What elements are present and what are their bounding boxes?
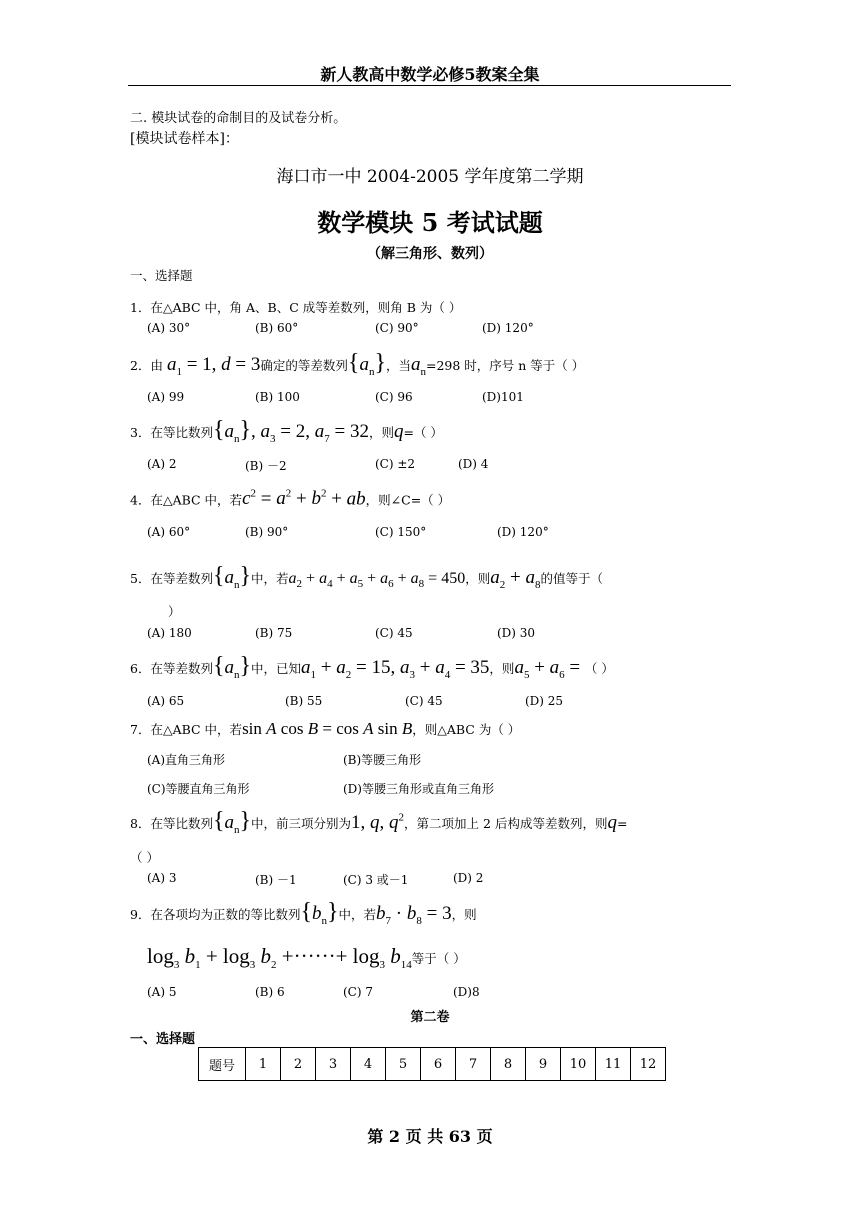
answer-table bbox=[198, 1047, 666, 1081]
option-d: (D) 30 bbox=[497, 626, 536, 640]
question-number: 1． bbox=[130, 300, 151, 315]
question-3: 3．在等比数列$\{a_n\}$, $a_3 = 2$, $a_7 = 32$，则q=（ ） bbox=[130, 417, 443, 445]
option-a: (A) 65 bbox=[147, 694, 185, 708]
option-c: (C) 45 bbox=[375, 626, 413, 640]
option-d: (D)101 bbox=[482, 390, 524, 404]
option-b: (B) 75 bbox=[255, 626, 293, 640]
option-a: (A) 99 bbox=[147, 390, 185, 404]
part2-heading: 一、选择题 bbox=[130, 1032, 196, 1047]
question-text: 在等比数列 bbox=[150, 425, 213, 440]
question-text: 在△ABC 中，若 bbox=[150, 492, 243, 508]
question-text: 在等差数列 bbox=[150, 571, 213, 586]
option-b: (B) －2 bbox=[245, 459, 287, 473]
question-4: 4．在△ABC 中，若$c^2 = a^2 + b^2$ + ab，则∠C=（ ） bbox=[130, 488, 451, 510]
option-d: (D) 25 bbox=[525, 694, 564, 708]
option-b: (B) －1 bbox=[255, 873, 297, 887]
option-d: (D)8 bbox=[453, 985, 480, 999]
question-text: = bbox=[616, 816, 628, 831]
option-b: (B)等腰三角形 bbox=[343, 753, 422, 767]
page-footer: 第 2 页 共 63 页 bbox=[367, 1127, 493, 1146]
document-header: 新人教高中数学必修5教案全集 bbox=[320, 65, 540, 84]
part1-heading: 一、选择题 bbox=[130, 268, 193, 283]
option-c: (C) 45 bbox=[405, 694, 443, 708]
question-text: 在等比数列 bbox=[150, 816, 213, 831]
option-a: (A) 3 bbox=[147, 871, 177, 885]
table-label-cell: 题号 bbox=[199, 1048, 246, 1081]
table-cell: 1 bbox=[246, 1048, 281, 1081]
option-a: (A) 180 bbox=[147, 626, 192, 640]
option-a: (A) 60° bbox=[147, 525, 191, 539]
option-d: (D) 120° bbox=[497, 525, 549, 539]
option-b: (B) 55 bbox=[285, 694, 323, 708]
question-text: ，则 bbox=[489, 661, 515, 676]
exam-title: 数学模块 5 考试试题 bbox=[317, 208, 543, 237]
question-text: ，当 bbox=[385, 358, 411, 373]
question-text: =（ ） bbox=[403, 425, 443, 440]
question-2: 2．由 $a_1 = 1$, d = 3确定的等差数列$\{a_n\}$，当$a_n=298$ 时，序号 n 等于（ ） bbox=[130, 350, 585, 378]
option-b: (B) 6 bbox=[255, 985, 285, 999]
part2-title: 第二卷 bbox=[410, 1010, 450, 1025]
question-text: 的值等于（ bbox=[540, 571, 603, 586]
question-text: 中，若 bbox=[251, 571, 289, 586]
exam-subtitle: （解三角形、数列） bbox=[367, 246, 493, 262]
question-text: ，则 bbox=[451, 907, 477, 922]
option-a: (A)直角三角形 bbox=[147, 753, 226, 767]
option-c: (C) 90° bbox=[375, 321, 419, 335]
option-d: (D) 2 bbox=[453, 871, 484, 885]
question-8-wrap: （ ） bbox=[130, 850, 159, 865]
table-cell: 9 bbox=[526, 1048, 561, 1081]
table-cell: 2 bbox=[281, 1048, 316, 1081]
header-rule bbox=[128, 85, 731, 86]
question-number: 5． bbox=[130, 571, 151, 586]
table-cell: 6 bbox=[421, 1048, 456, 1081]
question-8: 8．在等比数列$\{a_n\}$中，前三项分别为1, q, $q^2$，第二项加上 2 后构成等差数列，则q= bbox=[130, 808, 628, 836]
question-text: （ ） bbox=[584, 661, 614, 676]
question-number: 6． bbox=[130, 661, 151, 676]
option-b: (B) 90° bbox=[245, 525, 289, 539]
option-a: (A) 30° bbox=[147, 321, 191, 335]
question-5-wrap: ） bbox=[168, 604, 181, 619]
question-text: 中，若 bbox=[338, 907, 377, 922]
option-a: (A) 5 bbox=[147, 985, 177, 999]
option-c: (C)等腰直角三角形 bbox=[147, 782, 250, 796]
question-number: 3． bbox=[130, 425, 151, 440]
formula: $a_1$ bbox=[166, 354, 182, 378]
table-cell: 12 bbox=[631, 1048, 666, 1081]
table-cell: 10 bbox=[561, 1048, 596, 1081]
question-text: ，则△ABC 为（ ） bbox=[412, 722, 521, 737]
question-number: 4． bbox=[130, 492, 151, 508]
option-d: (D) 4 bbox=[458, 457, 489, 471]
table-cell: 3 bbox=[316, 1048, 351, 1081]
question-text: 中，已知 bbox=[251, 661, 302, 676]
option-a: (A) 2 bbox=[147, 457, 177, 471]
question-text: 中，前三项分别为 bbox=[251, 816, 352, 831]
table-cell: 7 bbox=[456, 1048, 491, 1081]
option-d: (D) 120° bbox=[482, 321, 534, 335]
question-7: 7．在△ABC 中，若sin A cos B = cos A sin B，则△ABC 为（ ） bbox=[130, 719, 521, 738]
question-text: ，则∠C=（ ） bbox=[365, 492, 451, 508]
question-text: 在各项均为正数的等比数列 bbox=[150, 907, 301, 922]
section-heading: 二. 模块试卷的命制目的及试卷分析。 bbox=[130, 111, 347, 126]
option-c: (C) 96 bbox=[375, 390, 413, 404]
exam-school: 海口市一中 2004-2005 学年度第二学期 bbox=[276, 167, 584, 187]
question-text: 在等差数列 bbox=[150, 661, 213, 676]
option-c: (C) 7 bbox=[343, 985, 373, 999]
question-text: 在△ABC 中，若 bbox=[150, 722, 243, 737]
table-row bbox=[199, 1048, 666, 1081]
table-cell: 11 bbox=[596, 1048, 631, 1081]
option-b: (B) 100 bbox=[255, 390, 300, 404]
option-c: (C) 3 或－1 bbox=[343, 873, 409, 887]
question-9: 9．在各项均为正数的等比数列$\{b_n\}$中，若$b_7 \cdot b_8 = 3$，则 bbox=[130, 899, 477, 927]
sample-label: [模块试卷样本]： bbox=[130, 131, 239, 147]
question-9-formula: $\log_3 b_1 + \log_3 b_2$ +······+ $\log_3 b_{14}$等于（ ） bbox=[147, 944, 466, 972]
question-number: 2． bbox=[130, 358, 151, 373]
question-6: 6．在等差数列$\{a_n\}$中，已知$a_1 + a_2 = 15$, $a_3 + a_4 = 35$，则$a_5 + a_6$ = （ ） bbox=[130, 653, 614, 681]
question-number: 8． bbox=[130, 816, 151, 831]
option-b: (B) 60° bbox=[255, 321, 299, 335]
question-text: =298 时，序号 n 等于（ ） bbox=[425, 358, 585, 373]
question-5: 5．在等差数列$\{a_n\}$中，若$a_2 + a_4 + a_5 + a_6 + a_8 = 450$，则$a_2 + a_8$的值等于（ bbox=[130, 563, 603, 591]
question-1 bbox=[130, 298, 461, 316]
question-text: ，则 bbox=[368, 425, 394, 440]
option-c: (C) 150° bbox=[375, 525, 427, 539]
question-number: 7． bbox=[130, 722, 151, 737]
question-number: 9． bbox=[130, 907, 151, 922]
option-d: (D)等腰三角形或直角三角形 bbox=[343, 782, 494, 796]
table-cell: 4 bbox=[351, 1048, 386, 1081]
question-text: 确定的等差数列 bbox=[260, 358, 348, 373]
table-cell: 5 bbox=[386, 1048, 421, 1081]
option-c: (C) ±2 bbox=[375, 457, 416, 471]
question-text: 由 bbox=[150, 358, 163, 373]
table-cell: 8 bbox=[491, 1048, 526, 1081]
question-text: ，第二项加上 2 后构成等差数列，则 bbox=[404, 816, 608, 831]
question-stem: 在△ABC 中，角 A、B、C 成等差数列，则角 B 为（ ） bbox=[150, 300, 462, 315]
question-text: 等于（ ） bbox=[411, 951, 466, 966]
question-text: ，则 bbox=[465, 571, 491, 586]
